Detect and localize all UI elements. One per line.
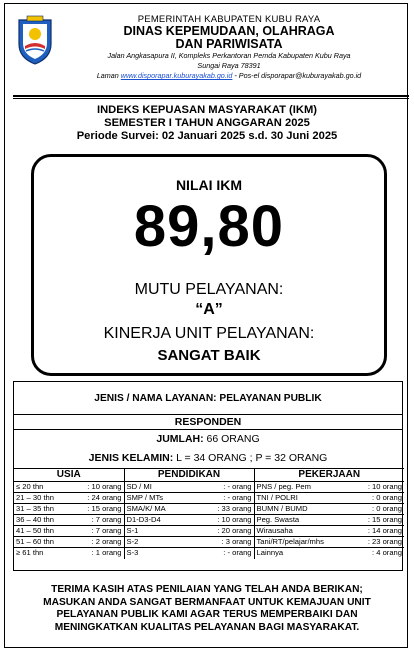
footer-line: TERIMA KASIH ATAS PENILAIAN YANG TELAH ANDA BERIKAN; xyxy=(51,584,363,595)
age-group: 51 – 60 thn xyxy=(14,537,78,548)
education-level: S-1 xyxy=(124,526,190,537)
service-type xyxy=(14,382,402,415)
respondent-count-label: JUMLAH: xyxy=(156,433,204,445)
education-count: : 3 orang xyxy=(190,537,254,548)
respondent-info-box xyxy=(13,381,403,571)
occupation-count: : 0 orang xyxy=(344,493,404,504)
education-count: : - orang xyxy=(223,548,252,558)
score-box xyxy=(31,154,387,376)
occupation-type: Peg. Swasta xyxy=(254,515,344,526)
occupation-type: Tani/RT/pelajar/mhs xyxy=(254,537,344,548)
gender-breakdown xyxy=(14,448,402,468)
occupation-type: BUMN / BUMD xyxy=(254,504,344,515)
table-row xyxy=(14,548,404,559)
table-row xyxy=(14,493,404,504)
age-group: 41 – 50 thn xyxy=(14,526,78,537)
education-count: : 10 orang xyxy=(190,515,254,526)
service-type-value: PELAYANAN PUBLIK xyxy=(219,393,322,404)
header-rule-thin xyxy=(13,98,409,99)
education-count: : - orang xyxy=(190,482,254,493)
age-count: : 24 orang xyxy=(78,493,124,504)
education-count: : 33 orang xyxy=(190,504,254,515)
age-count: : 7 orang xyxy=(78,526,124,537)
table-row xyxy=(14,526,404,537)
education-level: S-2 xyxy=(124,537,190,548)
demographics-table xyxy=(14,468,404,559)
table-header-row xyxy=(14,469,404,482)
report-title: INDEKS KEPUASAN MASYARAKAT (IKM) xyxy=(96,104,318,116)
report-period: Periode Survei: 02 Januari 2025 s.d. 30 Juni 2025 xyxy=(76,130,338,142)
report-semester: SEMESTER I TAHUN ANGGARAN 2025 xyxy=(104,117,310,129)
table-row xyxy=(14,515,404,526)
footer-line: PELAYANAN PUBLIK KAMI AGAR TERUS MEMPERBAIKI DAN xyxy=(56,609,358,620)
occupation-count: : 23 orang xyxy=(344,537,404,548)
table-row xyxy=(14,504,404,515)
age-group: ≤ 20 thn xyxy=(14,482,78,493)
occupation-count: : 4 orang xyxy=(372,548,403,558)
age-count: : 1 orang xyxy=(91,548,122,558)
education-level: SMP / MTs xyxy=(124,493,190,504)
report-titles xyxy=(5,104,409,143)
age-group: ≥ 61 thn xyxy=(16,548,44,558)
education-level: SMA/K/ MA xyxy=(124,504,190,515)
service-quality-value: “A” xyxy=(195,301,223,318)
agency-name-line1: DINAS KEPEMUDAAN, OLAHRAGA xyxy=(123,24,335,38)
service-quality-label: MUTU PELAYANAN: xyxy=(134,281,284,298)
col-header-occupation: PEKERJAAN xyxy=(254,469,404,482)
education-level: SD / MI xyxy=(124,482,190,493)
col-header-age: USIA xyxy=(14,469,124,482)
unit-performance-label: KINERJA UNIT PELAYANAN: xyxy=(103,325,315,342)
agency-name-line2: DAN PARIWISATA xyxy=(175,37,283,51)
contact-prefix: Laman xyxy=(96,71,119,80)
respondent-count-value: 66 ORANG xyxy=(206,433,260,445)
letterhead xyxy=(49,14,409,81)
occupation-count: : 0 orang xyxy=(344,504,404,515)
occupation-count: : 14 orang xyxy=(344,526,404,537)
age-count: : 15 orang xyxy=(78,504,124,515)
score-label: NILAI IKM xyxy=(175,177,243,193)
occupation-type: Wirausaha xyxy=(254,526,344,537)
age-count: : 2 orang xyxy=(78,537,124,548)
education-count: : 20 orang xyxy=(190,526,254,537)
footer-line: MENINGKATKAN KUALITAS PELAYANAN BAGI MASYARAKAT. xyxy=(54,621,360,633)
col-header-education: PENDIDIKAN xyxy=(124,469,254,482)
gender-male: L = 34 ORANG ; xyxy=(176,452,253,464)
occupation-type: Lainnya xyxy=(254,548,344,559)
occupation-type: TNI / POLRI xyxy=(254,493,344,504)
contact-line xyxy=(49,71,409,81)
age-group: 31 – 35 thn xyxy=(14,504,78,515)
gender-female: P = 32 ORANG xyxy=(255,452,328,464)
occupation-type: PNS / peg. Pem xyxy=(254,482,344,493)
education-level: D1-D3-D4 xyxy=(124,515,190,526)
respondent-count xyxy=(14,430,402,448)
thank-you-message xyxy=(5,584,409,634)
occupation-count: : 15 orang xyxy=(344,515,404,526)
address-line1: Jalan Angkasapura II, Kompleks Perkantoran Pemda Kabupaten Kubu Raya xyxy=(107,51,351,60)
respondent-heading: RESPONDEN xyxy=(14,415,402,430)
education-count: : - orang xyxy=(190,493,254,504)
score-value: 89,80 xyxy=(133,194,285,259)
service-type-label: JENIS / NAMA LAYANAN: xyxy=(94,393,217,404)
footer-line: MASUKAN ANDA SANGAT BERMANFAAT UNTUK KEMAJUAN UNIT xyxy=(43,596,371,608)
age-group: 36 – 40 thn xyxy=(14,515,78,526)
website-link[interactable]: www.disporapar.kuburayakab.go.id xyxy=(120,71,233,80)
government-name: PEMERINTAH KABUPATEN KUBU RAYA xyxy=(137,14,321,25)
education-level: S-3 xyxy=(124,548,190,559)
unit-performance-value: SANGAT BAIK xyxy=(157,347,261,364)
contact-email: - Pos-el disporapar@kuburayakab.go.id xyxy=(234,71,362,80)
address-line2: Sungai Raya 78391 xyxy=(197,61,261,70)
age-group: 21 – 30 thn xyxy=(14,493,78,504)
table-row xyxy=(14,482,404,493)
table-row xyxy=(14,537,404,548)
occupation-count: : 10 orang xyxy=(344,482,404,493)
document-page xyxy=(4,3,408,648)
gender-label: JENIS KELAMIN: xyxy=(88,452,174,464)
age-count: : 7 orang xyxy=(78,515,124,526)
header-rule-thick xyxy=(13,95,409,97)
age-count: : 10 orang xyxy=(78,482,124,493)
